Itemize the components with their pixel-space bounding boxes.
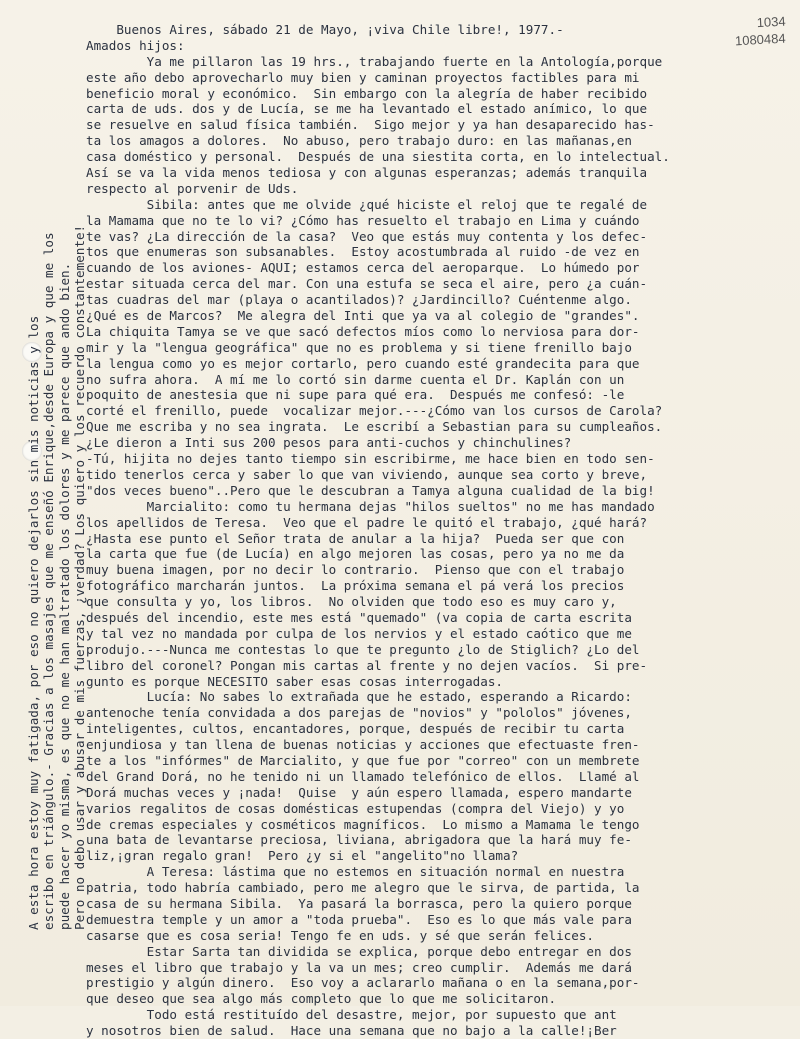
letter-line: del Grand Dorá, no he tenido ni un llamado telefónico de ellos. Llamé al <box>86 768 640 784</box>
letter-line: ¿Le dieron a Inti sus 200 pesos para anti-cuchos y chinchulines? <box>86 435 572 451</box>
letter-line: "dos veces bueno"..Pero que le descubran a Tamya alguna cualidad de la big! <box>86 482 655 498</box>
letter-line: mir y la "lengua geográfica" que no es problema y si tiene frenillo bajo <box>86 339 632 355</box>
letter-body <box>86 22 782 1039</box>
letter-line: ¿Hasta ese punto el Señor trata de anular a la hija? Pueda ser que con <box>86 530 625 546</box>
letter-line: liz,¡gran regalo gran! Pero ¿y si el "angelito"no llama? <box>86 848 519 864</box>
letter-line: libro del coronel? Pongan mis cartas al frente y no dejen vacíos. Si pre- <box>86 657 648 673</box>
letter-line: de cremas especiales y cosméticos magníficos. Lo mismo a Mamama le tengo <box>86 816 640 832</box>
letter-line: patria, todo habría cambiado, pero me alegro que le sirva, de partida, la <box>86 880 640 896</box>
letter-line: Marcialito: como tu hermana dejas "hilos sueltos" no me has mandado <box>86 498 655 514</box>
letter-line: Estar Sarta tan dividida se explica, porque debo entregar en dos <box>86 943 632 959</box>
margin-line: Pero no debo usar y abusar de mis fuerzas, ¿verdad? Los quiero y los recuerdo constantemente! <box>71 224 87 930</box>
letter-line: La chiquita Tamya se ve que sacó defectos míos como lo nerviosa para dor- <box>86 323 640 339</box>
archive-number-line1: 1034 <box>756 13 787 31</box>
letter-line: se resuelve en salud física también. Sigo mejor y ya han desaparecido has- <box>86 117 655 133</box>
letter-line: enjundiosa y tan llena de buenas noticias y acciones que efectuaste fren- <box>86 737 640 753</box>
letter-line: Sibila: antes que me olvide ¿qué hiciste el reloj que te regalé de <box>86 196 648 212</box>
margin-note <box>26 225 87 930</box>
letter-line: ¿Qué es de Marcos? Me alegra del Inti que ya va al colegio de "grandes". <box>86 308 640 324</box>
letter-line: tido tenerlos cerca y saber lo que van viviendo, aunque sea corto y breve, <box>86 466 648 482</box>
archive-number-line2: 1080484 <box>735 30 787 49</box>
letter-line: que deseo que sea algo más completo que lo que me solicitaron. <box>86 991 557 1007</box>
letter-line: meses el libro que trabajo y la va un mes; creo cumplir. Además me dará <box>86 959 632 975</box>
letter-line: carta de uds. dos y de Lucía, se me ha levantado el estado anímico, lo que <box>86 101 648 117</box>
letter-line: la lengua como yo es mejor cortarlo, pero cuando esté grandecita para que <box>86 355 640 371</box>
letter-line: Lucía: No sabes lo extrañada que he estado, esperando a Ricardo: <box>86 689 632 705</box>
letter-line: -Tú, hijita no dejes tanto tiempo sin escribirme, me hace bien en todo sen- <box>86 451 655 467</box>
letter-line: te vas? ¿La dirección de la casa? Veo que estás muy contenta y los defec- <box>86 228 648 244</box>
letter-line: Buenos Aires, sábado 21 de Mayo, ¡viva Chile libre!, 1977.- <box>86 22 564 37</box>
letter-line: inteligentes, cultos, encantadores, porque, después de recibir tu carta <box>86 721 625 737</box>
letter-line: varios regalitos de cosas domésticas estupendas (compra del Viejo) y yo <box>86 800 625 816</box>
letter-line: gunto es porque NECESITO saber esas cosas interrogadas. <box>86 673 504 689</box>
letter-line: beneficio moral y económico. Sin embargo con la alegría de haber recibido <box>86 85 648 101</box>
letter-line: Amados hijos: <box>86 37 185 53</box>
letter-line: la carta que fue (de Lucía) en algo mejoren las cosas, pero ya no me da <box>86 546 625 562</box>
letter-line: casarse que es cosa seria! Tengo fe en uds. y sé que serán felices. <box>86 927 594 943</box>
letter-line: Que me escriba y no sea ingrata. Le escribí a Sebastian para su cumpleaños. <box>86 419 663 435</box>
letter-line: tos que enumeras son subsanables. Estoy acostumbrada al ruido -de vez en <box>86 244 640 260</box>
letter-line: casa doméstico y personal. Después de una siestita corta, en lo intelectual. <box>86 149 670 165</box>
letter-line: antenoche tenía convidada a dos parejas de "novios" y "pololos" jóvenes, <box>86 705 632 721</box>
margin-line: puede hacer yo misma, es que no me han maltratado los dolores y me parece que ando bien. <box>56 262 72 930</box>
letter-line: casa de su hermana Sibila. Ya pasará la borrasca, pero la quiero porque <box>86 895 632 911</box>
letter-line: Así se va la vida menos tediosa y con algunas esperanzas; además tranquila <box>86 165 648 181</box>
letter-line: cuando de los aviones- AQUI; estamos cerca del aeroparque. Lo húmedo por <box>86 260 640 276</box>
letter-line: poquito de anestesia que ni supe para qué era. Después me confesó: -le <box>86 387 625 403</box>
letter-line: una bata de levantarse preciosa, liviana, abrigadora que la hará muy fe- <box>86 832 632 848</box>
letter-line: demuestra temple y un amor a "toda prueba". Eso es lo que más vale para <box>86 911 632 927</box>
letter-line: muy buena imagen, por no decir lo contrario. Pienso que con el trabajo <box>86 562 625 578</box>
letter-line: tas cuadras del mar (playa o acantilados)? ¿Jardincillo? Cuéntenme algo. <box>86 292 632 308</box>
margin-line: A esta hora estoy muy fatigada, por eso no quiero dejarlos sin mis noticias y los <box>26 315 41 930</box>
letter-line: después del incendio, este mes está "quemado" (va copia de carta escrita <box>86 609 632 625</box>
letter-line: prestigio y algún dinero. Eso voy a aclararlo mañana o en la semana,por- <box>86 975 640 991</box>
letter-line: no sufra ahora. A mí me lo cortó sin darme cuenta el Dr. Kaplán con un <box>86 371 625 387</box>
letter-line: los apellidos de Teresa. Veo que el padre le quitó el trabajo, ¿qué hará? <box>86 514 648 530</box>
letter-line: A Teresa: lástima que no estemos en situación normal en nuestra <box>86 864 625 880</box>
letter-line: que consulta y yo, los libros. No olviden que todo eso es muy caro y, <box>86 594 617 610</box>
letter-line: Dorá muchas veces y ¡nada! Quise y aún espero llamada, espero mandarte <box>86 784 632 800</box>
letter-line: Ya me pillaron las 19 hrs., trabajando fuerte en la Antología,porque <box>86 53 663 69</box>
margin-line: escribo en triángulo.- Gracias a los masajes que me enseñó Enrique,desde Europa y que me los <box>41 232 57 930</box>
letter-line: Todo está restituído del desastre, mejor, por supuesto que ant <box>86 1007 617 1023</box>
letter-line: ta los amagos a dolores. No abuso, pero trabajo duro: en las mañanas,en <box>86 133 632 149</box>
letter-line: y nosotros bien de salud. Hace una semana que no bajo a la calle!¡Ber <box>86 1023 617 1039</box>
letter-line: te a los "infórmes" de Marcialito, y que fue por "correo" con un membrete <box>86 752 640 768</box>
letter-line: respecto al porvenir de Uds. <box>86 180 299 196</box>
letter-line: este año debo aprovecharlo muy bien y caminan proyectos factibles para mi <box>86 69 640 85</box>
letter-line: corté el frenillo, puede vocalizar mejor.---¿Cómo van los cursos de Carola? <box>86 403 663 419</box>
letter-line: fotográfico marcharán juntos. La próxima semana el pá verá los precios <box>86 578 625 594</box>
letter-line: la Mamama que no te lo vi? ¿Cómo has resuelto el trabajo en Lima y cuándo <box>86 212 640 228</box>
letter-line: y tal vez no mandada por culpa de los nervios y el estado caótico que me <box>86 625 632 641</box>
letter-line: estar situada cerca del mar. Con una estufa se seca el aire, pero ¿a cuán- <box>86 276 648 292</box>
letter-line: produjo.---Nunca me contestas lo que te pregunto ¿lo de Stiglich? ¿Lo del <box>86 641 640 657</box>
